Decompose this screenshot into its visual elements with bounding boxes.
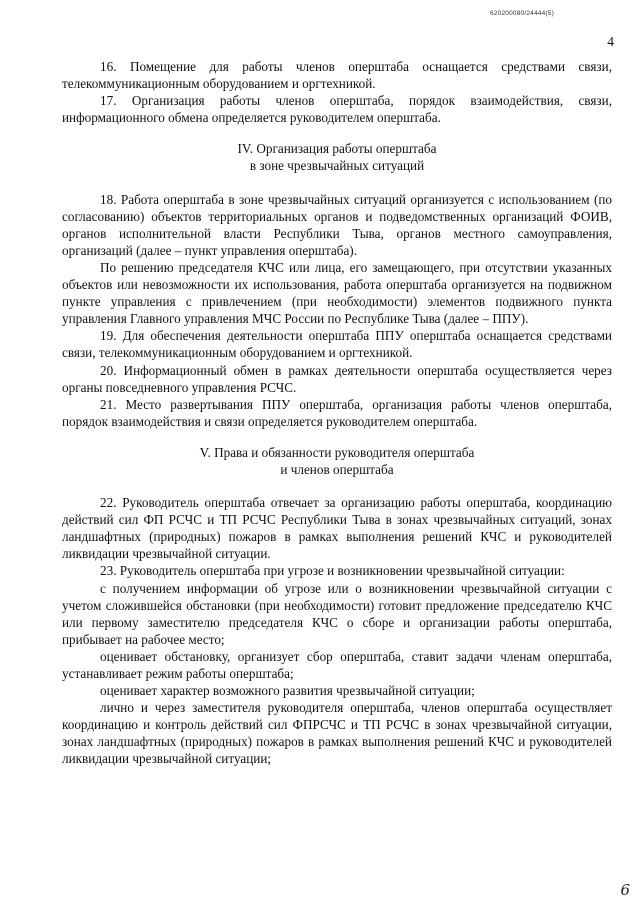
section-4-heading-line-1: IV. Организация работы оперштаба (237, 141, 437, 157)
page-number: 4 (607, 34, 614, 49)
section-5-heading-line-1: V. Права и обязанности руководителя оперштаба (199, 444, 475, 460)
document-body (62, 58, 612, 768)
paragraph-19: 19. Для обеспечения деятельности оперштаба ППУ оперштаба оснащается средствами связи, телекоммуникационным оборудованием и оргтехникой. (62, 328, 612, 361)
paragraph-21: 21. Место развертывания ППУ оперштаба, организация работы членов оперштаба, порядок взаимодействия и связи определяется руководителем оперштаба. (62, 396, 612, 429)
list-item-prepare-proposal: с получением информации об угрозе или о возникновении чрезвычайной ситуации с учетом сложившейся обстановки (при необходимости) готовит предложение председателю КЧС или первому заместителю председателя КЧС о сборе и организации работы оперштаба, прибывает на рабочее место; (62, 580, 612, 647)
list-item-assess-situation: оценивает обстановку, организует сбор оперштаба, ставит задачи членам оперштаба, устанавливает режим работы оперштаба; (62, 648, 612, 681)
paragraph-20: 20. Информационный обмен в рамках деятельности оперштаба осуществляется через органы повседневного управления РСЧС. (62, 362, 612, 395)
document-id: 620200080/24444(5) (490, 10, 554, 17)
list-item-coordination: лично и через заместителя руководителя оперштаба, членов оперштаба осуществляет координацию и контроль действий сил ФПРСЧС и ТП РСЧС в зонах чрезвычайной ситуации, зонах ландшафтных (природных) пожаров в рамках выполнения решений КЧС и руководителей ликвидации чрезвычайной ситуации; (62, 700, 612, 767)
paragraph-17: 17. Организация работы членов оперштаба, порядок взаимодействия, связи, информационного обмена определяется руководителем оперштаба. (62, 93, 612, 126)
paragraph-18-cont: По решению председателя КЧС или лица, его замещающего, при отсутствии указанных объектов или невозможности их использования, работа оперштаба организуется на подвижном пункте управления с привлечением (при необходимости) элементов подвижного пункта управления Главного управления МЧС России по Республике Тыва (далее – ППУ). (62, 259, 612, 327)
section-5-heading (62, 444, 612, 478)
handwritten-page-mark: 6 (620, 881, 630, 899)
section-5-heading-line-2: и членов оперштаба (280, 461, 394, 477)
list-item-assess-development: оценивает характер возможного развития чрезвычайной ситуации; (100, 683, 475, 699)
paragraph-16: 16. Помещение для работы членов оперштаба оснащается средствами связи, телекоммуникационным оборудованием и оргтехникой. (62, 59, 612, 92)
section-4-heading-line-2: в зоне чрезвычайных ситуаций (249, 158, 425, 174)
paragraph-23: 23. Руководитель оперштаба при угрозе и возникновении чрезвычайной ситуации: (100, 563, 565, 579)
paragraph-22: 22. Руководитель оперштаба отвечает за организацию работы оперштаба, координацию действий сил ФП РСЧС и ТП РСЧС Республики Тыва в зонах чрезвычайных ситуаций, зонах ландшафтных (природных) пожаров в рамках выполнения решений КЧС и руководителей ликвидации чрезвычайной ситуации. (62, 495, 612, 562)
section-4-heading (62, 140, 612, 174)
paragraph-18: 18. Работа оперштаба в зоне чрезвычайных ситуаций организуется с использованием (по согласованию) объектов территориальных органов и подведомственных организаций ФОИВ, органов исполнительной власти Республики Тыва, органов местного самоуправления, организаций (далее – пункт управления оперштаба). (62, 191, 612, 258)
